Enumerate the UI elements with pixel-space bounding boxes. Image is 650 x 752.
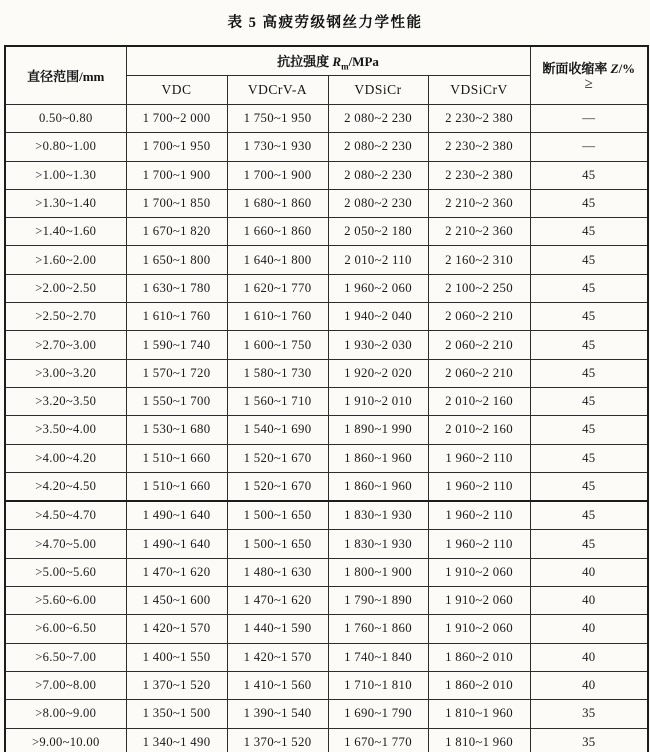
- cell-vdcrv-a: 1 520~1 670: [227, 444, 328, 472]
- table-row: [5, 274, 648, 302]
- table-row: [5, 643, 648, 671]
- cell-vdsicr: 2 080~2 230: [328, 161, 428, 189]
- cell-reduction-z: 45: [530, 246, 648, 274]
- cell-vdsicrv: 2 210~2 360: [428, 189, 530, 217]
- cell-vdcrv-a: 1 640~1 800: [227, 246, 328, 274]
- cell-vdsicrv: 1 810~1 960: [428, 700, 530, 728]
- cell-reduction-z: 40: [530, 671, 648, 699]
- cell-vdcrv-a: 1 560~1 710: [227, 387, 328, 415]
- cell-diameter-range: >3.50~4.00: [5, 416, 126, 444]
- cell-vdsicr: 1 860~1 960: [328, 444, 428, 472]
- cell-vdc: 1 490~1 640: [126, 501, 227, 530]
- cell-vdc: 1 490~1 640: [126, 530, 227, 558]
- table-row: [5, 671, 648, 699]
- cell-vdc: 1 450~1 600: [126, 587, 227, 615]
- cell-vdsicr: 1 930~2 030: [328, 331, 428, 359]
- table-row: [5, 161, 648, 189]
- table-row: [5, 246, 648, 274]
- cell-diameter-range: >4.50~4.70: [5, 501, 126, 530]
- tensile-subscript: m: [341, 61, 349, 72]
- cell-vdsicr: 1 710~1 810: [328, 671, 428, 699]
- table-row: [5, 728, 648, 752]
- cell-vdsicrv: 2 010~2 160: [428, 416, 530, 444]
- cell-reduction-z: 35: [530, 700, 648, 728]
- cell-vdc: 1 650~1 800: [126, 246, 227, 274]
- cell-reduction-z: 45: [530, 218, 648, 246]
- cell-vdc: 1 510~1 660: [126, 472, 227, 501]
- cell-vdc: 1 420~1 570: [126, 615, 227, 643]
- cell-vdsicrv: 1 960~2 110: [428, 530, 530, 558]
- table-header: [5, 46, 648, 105]
- cell-vdcrv-a: 1 480~1 630: [227, 558, 328, 586]
- cell-reduction-z: 40: [530, 587, 648, 615]
- cell-vdc: 1 350~1 500: [126, 700, 227, 728]
- table-row: [5, 359, 648, 387]
- cell-reduction-z: 45: [530, 303, 648, 331]
- cell-vdcrv-a: 1 540~1 690: [227, 416, 328, 444]
- cell-vdcrv-a: 1 390~1 540: [227, 700, 328, 728]
- header-grade-vdcrv-a: VDCrV-A: [227, 76, 328, 105]
- table-row: [5, 303, 648, 331]
- cell-diameter-range: >8.00~9.00: [5, 700, 126, 728]
- cell-vdcrv-a: 1 600~1 750: [227, 331, 328, 359]
- cell-vdc: 1 530~1 680: [126, 416, 227, 444]
- cell-vdsicr: 1 830~1 930: [328, 501, 428, 530]
- header-reduction-of-area: [530, 46, 648, 105]
- table-row: [5, 416, 648, 444]
- cell-diameter-range: >2.70~3.00: [5, 331, 126, 359]
- cell-vdsicrv: 1 910~2 060: [428, 615, 530, 643]
- cell-diameter-range: >1.60~2.00: [5, 246, 126, 274]
- cell-vdsicr: 1 920~2 020: [328, 359, 428, 387]
- cell-vdc: 1 370~1 520: [126, 671, 227, 699]
- cell-vdsicr: 1 790~1 890: [328, 587, 428, 615]
- cell-reduction-z: 40: [530, 615, 648, 643]
- table-row: [5, 501, 648, 530]
- table-row: [5, 133, 648, 161]
- cell-diameter-range: >0.80~1.00: [5, 133, 126, 161]
- cell-diameter-range: >1.40~1.60: [5, 218, 126, 246]
- cell-vdsicr: 2 080~2 230: [328, 189, 428, 217]
- cell-reduction-z: 45: [530, 530, 648, 558]
- cell-reduction-z: 45: [530, 387, 648, 415]
- header-tensile-strength: [126, 46, 530, 76]
- header-row-top: [5, 46, 648, 76]
- cell-reduction-z: 45: [530, 472, 648, 501]
- cell-vdsicr: 2 010~2 110: [328, 246, 428, 274]
- cell-diameter-range: >3.00~3.20: [5, 359, 126, 387]
- cell-vdc: 1 700~2 000: [126, 105, 227, 133]
- cell-vdsicrv: 2 100~2 250: [428, 274, 530, 302]
- cell-vdsicr: 2 050~2 180: [328, 218, 428, 246]
- header-diameter-range: 直径范围/mm: [5, 46, 126, 105]
- cell-reduction-z: 45: [530, 501, 648, 530]
- cell-vdsicrv: 1 860~2 010: [428, 643, 530, 671]
- cell-vdsicrv: 1 860~2 010: [428, 671, 530, 699]
- cell-reduction-z: —: [530, 133, 648, 161]
- table-title: 表 5 高疲劳级钢丝力学性能: [227, 15, 423, 31]
- tensile-symbol: R: [332, 53, 342, 69]
- cell-vdsicr: 2 080~2 230: [328, 105, 428, 133]
- cell-vdsicrv: 2 060~2 210: [428, 331, 530, 359]
- cell-vdcrv-a: 1 470~1 620: [227, 587, 328, 615]
- cell-reduction-z: 45: [530, 161, 648, 189]
- cell-vdcrv-a: 1 700~1 900: [227, 161, 328, 189]
- tensile-unit: /MPa: [348, 53, 379, 69]
- cell-vdc: 1 700~1 900: [126, 161, 227, 189]
- cell-vdc: 1 340~1 490: [126, 728, 227, 752]
- cell-vdsicr: 1 670~1 770: [328, 728, 428, 752]
- table-row: [5, 558, 648, 586]
- reduction-symbol: Z: [610, 60, 619, 76]
- cell-diameter-range: >2.50~2.70: [5, 303, 126, 331]
- header-grade-vdsicr: VDSiCr: [328, 76, 428, 105]
- cell-vdcrv-a: 1 620~1 770: [227, 274, 328, 302]
- cell-vdsicrv: 2 230~2 380: [428, 161, 530, 189]
- cell-vdsicrv: 1 910~2 060: [428, 587, 530, 615]
- cell-vdsicr: 1 690~1 790: [328, 700, 428, 728]
- cell-reduction-z: 45: [530, 189, 648, 217]
- cell-vdsicrv: 2 010~2 160: [428, 387, 530, 415]
- cell-vdcrv-a: 1 680~1 860: [227, 189, 328, 217]
- cell-vdc: 1 590~1 740: [126, 331, 227, 359]
- cell-reduction-z: 45: [530, 416, 648, 444]
- cell-vdsicrv: 1 810~1 960: [428, 728, 530, 752]
- cell-diameter-range: >3.20~3.50: [5, 387, 126, 415]
- cell-diameter-range: 0.50~0.80: [5, 105, 126, 133]
- cell-vdsicr: 1 960~2 060: [328, 274, 428, 302]
- cell-vdsicr: 1 860~1 960: [328, 472, 428, 501]
- reduction-label: 断面收缩率: [542, 60, 611, 76]
- table-row: [5, 444, 648, 472]
- cell-diameter-range: >4.00~4.20: [5, 444, 126, 472]
- cell-vdc: 1 700~1 950: [126, 133, 227, 161]
- cell-vdc: 1 470~1 620: [126, 558, 227, 586]
- cell-diameter-range: >9.00~10.00: [5, 728, 126, 752]
- cell-vdsicr: 1 760~1 860: [328, 615, 428, 643]
- cell-vdsicrv: 1 960~2 110: [428, 501, 530, 530]
- cell-vdsicrv: 2 060~2 210: [428, 303, 530, 331]
- header-grade-vdc: VDC: [126, 76, 227, 105]
- cell-diameter-range: >4.20~4.50: [5, 472, 126, 501]
- cell-vdsicr: 1 800~1 900: [328, 558, 428, 586]
- cell-reduction-z: 35: [530, 728, 648, 752]
- cell-diameter-range: >6.00~6.50: [5, 615, 126, 643]
- cell-vdc: 1 400~1 550: [126, 643, 227, 671]
- cell-vdcrv-a: 1 370~1 520: [227, 728, 328, 752]
- cell-reduction-z: —: [530, 105, 648, 133]
- cell-vdcrv-a: 1 580~1 730: [227, 359, 328, 387]
- cell-diameter-range: >5.60~6.00: [5, 587, 126, 615]
- cell-diameter-range: >4.70~5.00: [5, 530, 126, 558]
- table-row: [5, 105, 648, 133]
- cell-diameter-range: >6.50~7.00: [5, 643, 126, 671]
- table-row: [5, 530, 648, 558]
- cell-reduction-z: 40: [530, 558, 648, 586]
- table-body: [5, 105, 648, 752]
- cell-diameter-range: >5.00~5.60: [5, 558, 126, 586]
- mechanical-properties-table: [4, 45, 649, 752]
- cell-vdsicrv: 2 160~2 310: [428, 246, 530, 274]
- cell-vdsicrv: 2 230~2 380: [428, 105, 530, 133]
- cell-vdcrv-a: 1 520~1 670: [227, 472, 328, 501]
- cell-vdsicrv: 2 060~2 210: [428, 359, 530, 387]
- reduction-unit: /%: [618, 60, 636, 76]
- cell-vdc: 1 610~1 760: [126, 303, 227, 331]
- cell-vdc: 1 550~1 700: [126, 387, 227, 415]
- cell-vdcrv-a: 1 660~1 860: [227, 218, 328, 246]
- table-row: [5, 331, 648, 359]
- cell-vdsicr: 1 910~2 010: [328, 387, 428, 415]
- cell-vdc: 1 700~1 850: [126, 189, 227, 217]
- cell-vdcrv-a: 1 610~1 760: [227, 303, 328, 331]
- cell-vdsicrv: 1 960~2 110: [428, 444, 530, 472]
- cell-reduction-z: 45: [530, 444, 648, 472]
- cell-reduction-z: 45: [530, 274, 648, 302]
- tensile-label: 抗拉强度: [277, 53, 333, 69]
- cell-vdsicrv: 1 910~2 060: [428, 558, 530, 586]
- cell-reduction-z: 45: [530, 359, 648, 387]
- cell-vdcrv-a: 1 750~1 950: [227, 105, 328, 133]
- cell-vdsicrv: 2 210~2 360: [428, 218, 530, 246]
- cell-vdc: 1 670~1 820: [126, 218, 227, 246]
- cell-vdsicr: 1 940~2 040: [328, 303, 428, 331]
- header-grade-vdsicrv: VDSiCrV: [428, 76, 530, 105]
- cell-reduction-z: 40: [530, 643, 648, 671]
- cell-diameter-range: >1.30~1.40: [5, 189, 126, 217]
- table-row: [5, 218, 648, 246]
- cell-vdsicr: 1 740~1 840: [328, 643, 428, 671]
- cell-diameter-range: >1.00~1.30: [5, 161, 126, 189]
- cell-reduction-z: 45: [530, 331, 648, 359]
- cell-diameter-range: >7.00~8.00: [5, 671, 126, 699]
- cell-vdcrv-a: 1 500~1 650: [227, 530, 328, 558]
- cell-vdcrv-a: 1 440~1 590: [227, 615, 328, 643]
- table-row: [5, 587, 648, 615]
- cell-vdcrv-a: 1 730~1 930: [227, 133, 328, 161]
- table-row: [5, 189, 648, 217]
- cell-vdsicr: 2 080~2 230: [328, 133, 428, 161]
- cell-vdcrv-a: 1 410~1 560: [227, 671, 328, 699]
- cell-vdc: 1 570~1 720: [126, 359, 227, 387]
- cell-vdsicrv: 1 960~2 110: [428, 472, 530, 501]
- cell-vdsicrv: 2 230~2 380: [428, 133, 530, 161]
- cell-diameter-range: >2.00~2.50: [5, 274, 126, 302]
- cell-vdcrv-a: 1 420~1 570: [227, 643, 328, 671]
- greater-equal-symbol: ≥: [584, 75, 593, 92]
- table-row: [5, 615, 648, 643]
- table-row: [5, 472, 648, 501]
- cell-vdcrv-a: 1 500~1 650: [227, 501, 328, 530]
- table-row: [5, 387, 648, 415]
- cell-vdc: 1 510~1 660: [126, 444, 227, 472]
- table-row: [5, 700, 648, 728]
- cell-vdc: 1 630~1 780: [126, 274, 227, 302]
- cell-vdsicr: 1 890~1 990: [328, 416, 428, 444]
- cell-vdsicr: 1 830~1 930: [328, 530, 428, 558]
